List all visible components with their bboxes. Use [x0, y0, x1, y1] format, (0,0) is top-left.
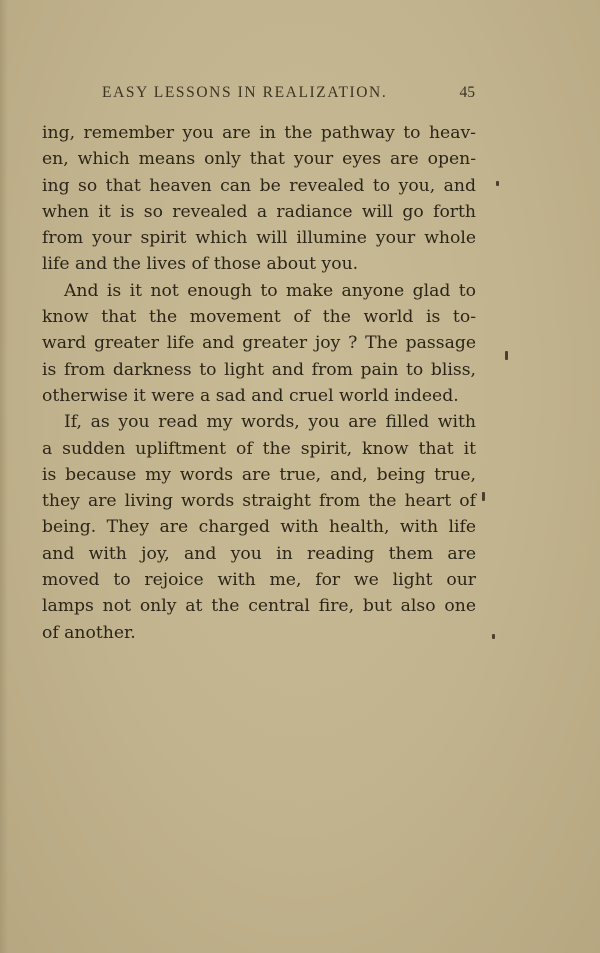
- margin-speck: [505, 351, 508, 360]
- text-line: know that the movement of the world is to-: [42, 307, 476, 328]
- text-line: and with joy, and you in reading them are: [42, 543, 476, 564]
- text-line: of another.: [42, 622, 136, 643]
- text-line: is because my words are true, and, being true,: [42, 464, 476, 485]
- text-line: ing, remember you are in the pathway to heav-: [42, 123, 476, 143]
- text-line: If, as you read my words, you are filled with: [64, 412, 476, 433]
- text-line: lamps not only at the central fire, but also one: [42, 596, 476, 617]
- text-line: from your spirit which will illumine your whole: [42, 228, 476, 249]
- margin-speck: [496, 181, 499, 186]
- body-text: [42, 120, 476, 646]
- text-line: a sudden upliftment of the spirit, know that it: [42, 438, 476, 459]
- text-line: when it is so revealed a radiance will go forth: [42, 201, 476, 222]
- text-line: ing so that heaven can be revealed to you, and: [42, 175, 476, 196]
- text-line: life and the lives of those about you.: [42, 254, 359, 275]
- text-line: otherwise it were a sad and cruel world indeed.: [42, 385, 459, 406]
- text-line: And is it not enough to make anyone glad to: [64, 280, 476, 301]
- margin-speck: [482, 492, 485, 501]
- text-line: ward greater life and greater joy ? The passage: [42, 333, 476, 354]
- text-line: moved to rejoice with me, for we light our: [42, 570, 476, 591]
- text-line: they are living words straight from the heart of: [42, 491, 476, 512]
- text-line: en, which means only that your eyes are open-: [42, 149, 476, 170]
- page-number: 45: [459, 84, 475, 101]
- margin-speck: [492, 634, 495, 639]
- text-line: is from darkness to light and from pain to bliss,: [42, 359, 476, 380]
- running-head: [40, 84, 475, 104]
- text-line: being. They are charged with health, with life: [42, 517, 476, 538]
- running-title: EASY LESSONS IN REALIZATION.: [102, 84, 388, 101]
- page-edge-shadow: [0, 0, 8, 953]
